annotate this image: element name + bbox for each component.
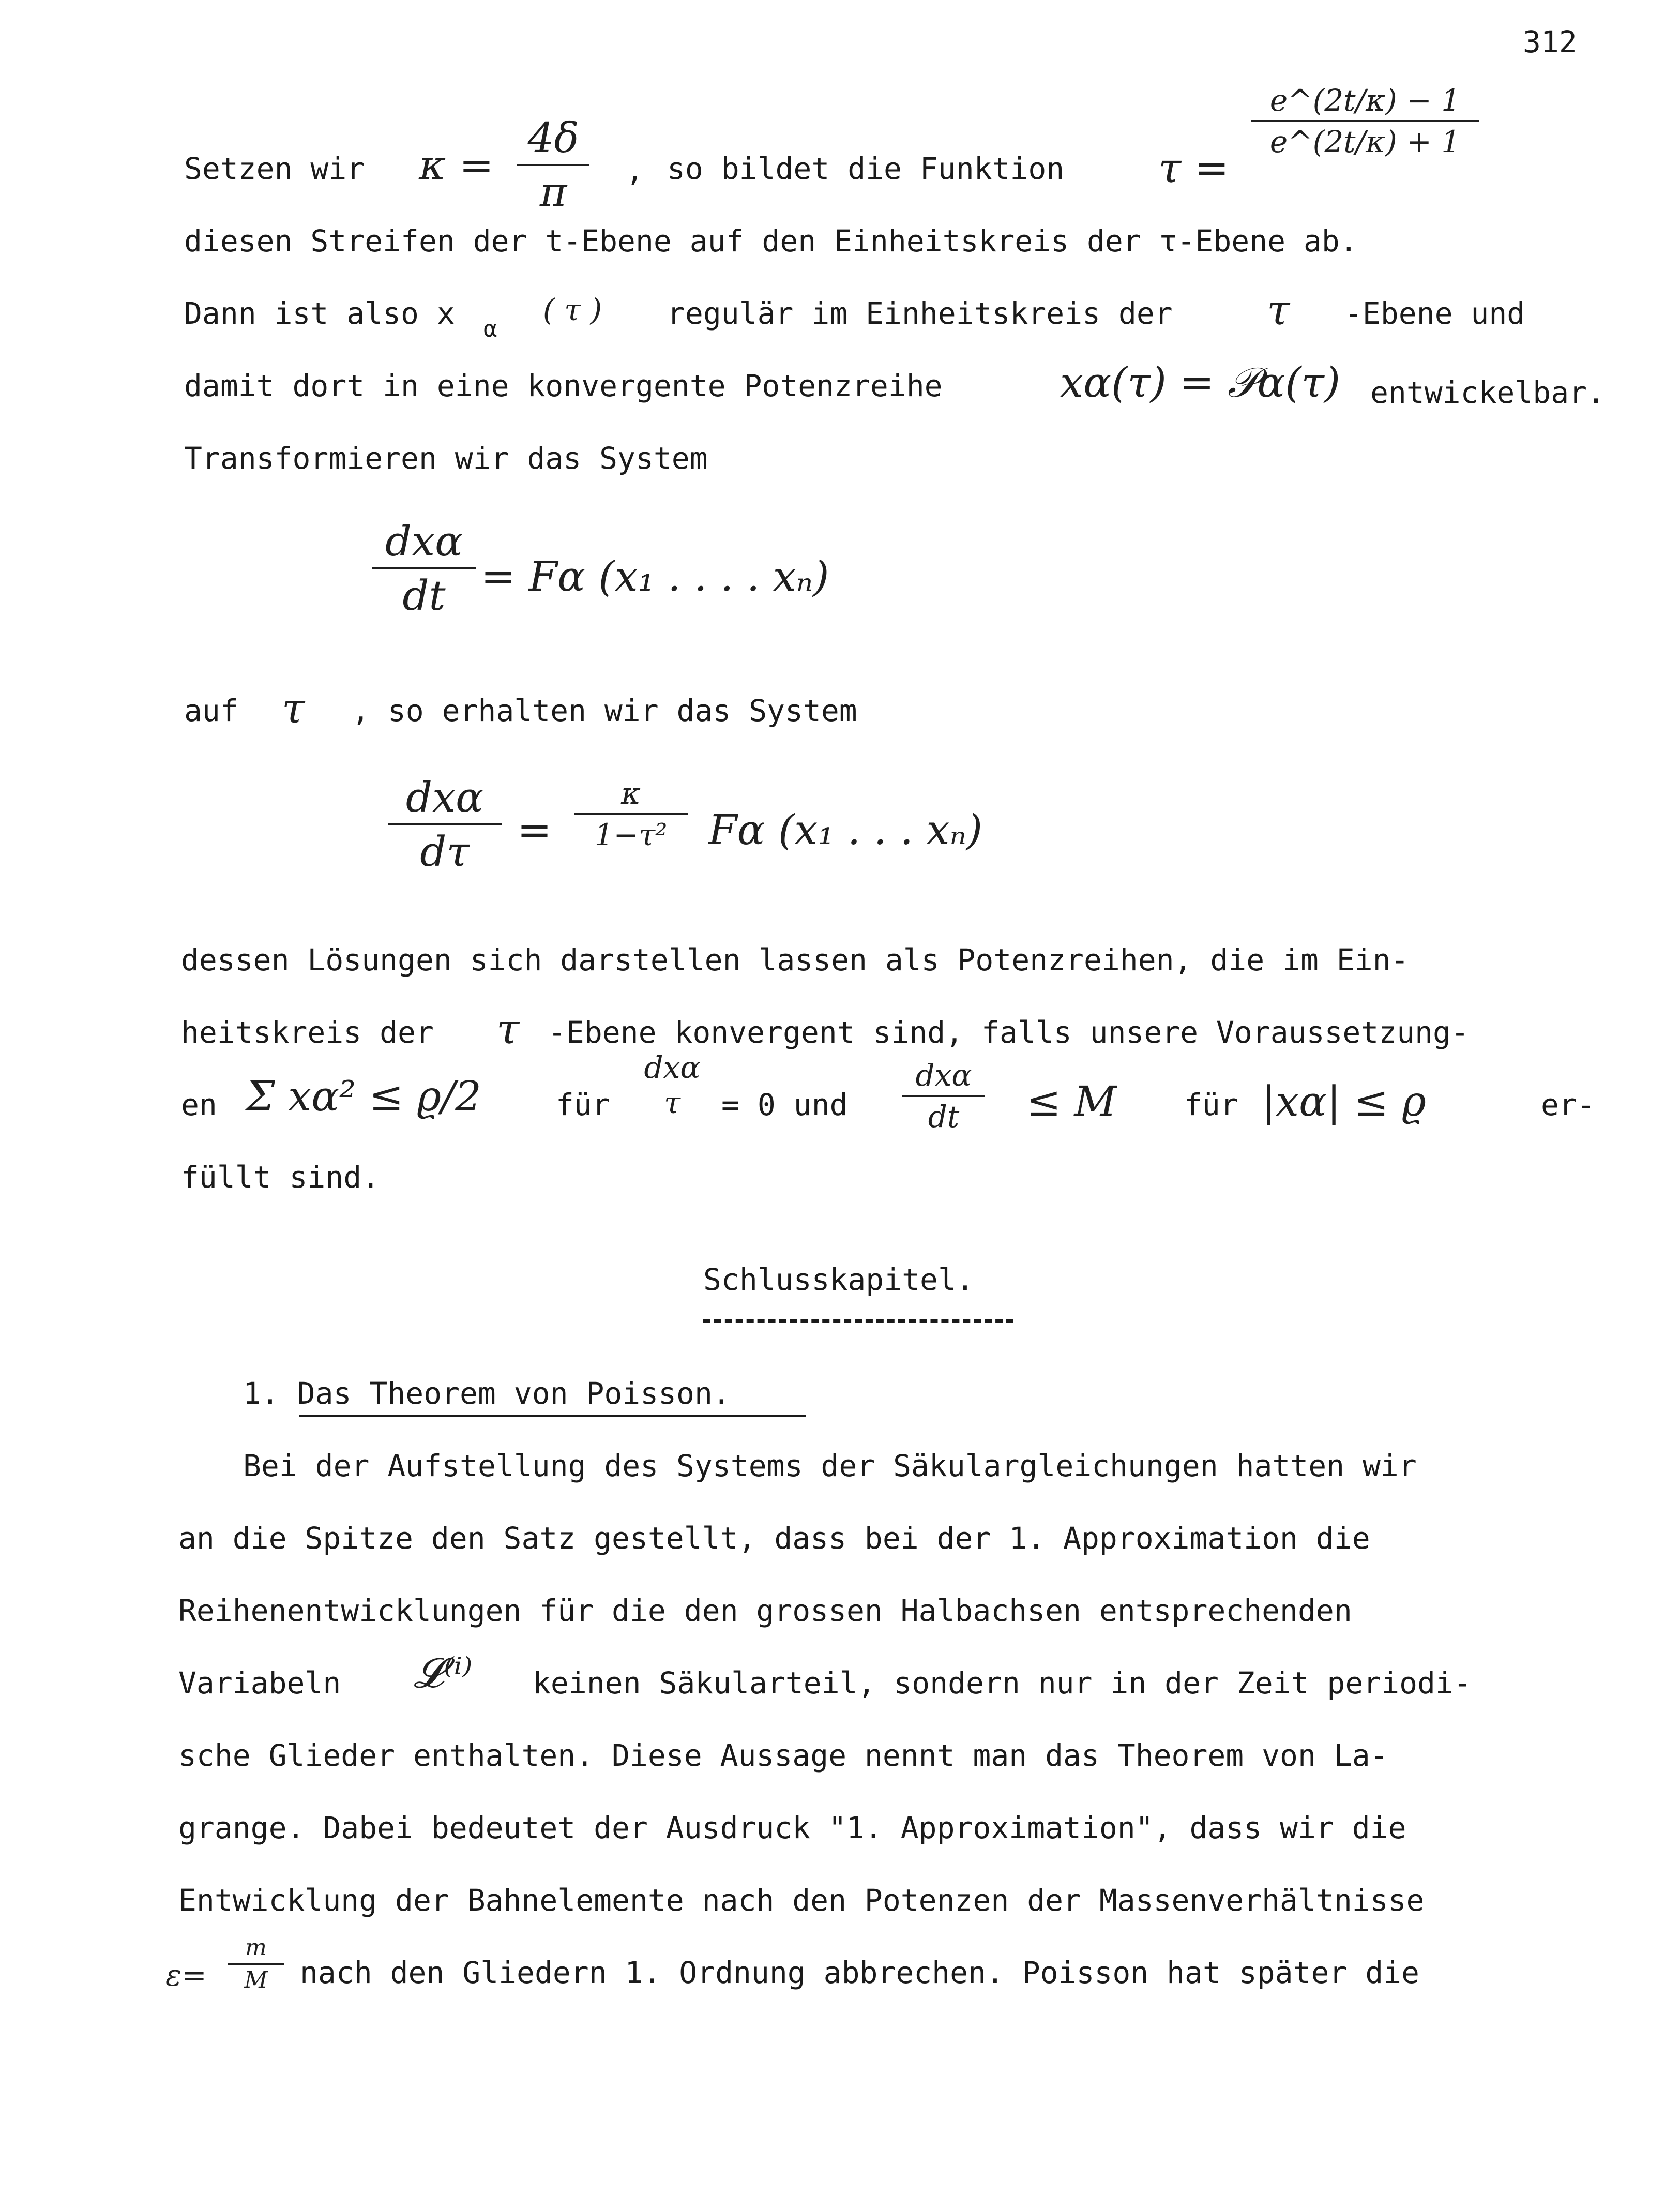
para3-dk-denominator: τ (663, 1085, 681, 1120)
tau-equals: τ = (1158, 144, 1229, 192)
para3-line4: füllt sind. (181, 1160, 380, 1195)
para4-line4-text-a: Variabeln (178, 1665, 341, 1701)
para4-line5: sche Glieder enthalten. Diese Aussage nennt man das Theorem von La- (178, 1738, 1388, 1773)
para4-line3: Reihenentwicklungen für die den grossen Halbachsen entsprechenden (178, 1593, 1352, 1628)
para2-text-b: , so erhalten wir das System (352, 693, 857, 728)
kappa-fraction-denominator: π (539, 168, 567, 216)
para3-dk-numerator: dxα (644, 1050, 701, 1085)
para4-line8-text-b: nach den Gliedern 1. Ordnung abbrechen. Poisson hat später die (300, 1955, 1419, 1990)
para4-mass-ratio (228, 1934, 284, 1993)
para3-line2-text-b: -Ebene konvergent sind, falls unsere Voraussetzung- (548, 1015, 1469, 1050)
equation2-kappa-denominator: 1−τ² (594, 817, 668, 852)
equation1-bar (372, 567, 476, 569)
para4-line6: grange. Dabei bedeutet der Ausdruck "1. Approximation", dass wir die (178, 1810, 1406, 1845)
para3-dx-numerator: dxα (915, 1058, 972, 1093)
chapter-heading: Schlusskapitel. (703, 1262, 974, 1297)
para1-line3-text-b: regulär im Einheitskreis der (667, 296, 1173, 331)
para4-mass-ratio-numerator: m (245, 1934, 267, 1961)
section-title: 1. Das Theorem von Poisson. (243, 1376, 731, 1411)
para1-line1-text-b: so bildet die Funktion (667, 151, 1065, 186)
equation1-numerator: dxα (385, 517, 463, 565)
para3-dx-bar (902, 1095, 985, 1097)
equation2-bar (388, 823, 502, 825)
equation1-fraction (372, 517, 476, 620)
equation2-kappa-fraction (574, 776, 688, 852)
para3-dx-denominator: dt (928, 1099, 960, 1134)
tau-fraction-denominator: e^(2t/κ) + 1 (1269, 124, 1461, 159)
para3-dk-fraction (644, 1050, 701, 1120)
para1-line3-text-c: -Ebene und (1344, 296, 1525, 331)
kappa-fraction (517, 114, 589, 216)
kappa-fraction-bar (517, 164, 589, 166)
para3-dx-fraction (902, 1058, 985, 1134)
para3-line3-en: en (181, 1087, 217, 1122)
para1-line4-expression: xα(τ) = 𝒫α(τ) (1060, 358, 1341, 407)
para4-line7: Entwicklung der Bahnelemente nach den Potenzen der Massenverhältnisse (178, 1883, 1425, 1918)
equation2-equals: = (517, 806, 552, 854)
para3-line3-leq-M: ≤ M (1026, 1077, 1117, 1125)
equation1-denominator: dt (402, 572, 446, 620)
comma-1: , (626, 153, 644, 188)
para2-text-a: auf (184, 693, 238, 728)
equation1-rhs: = Fα (x₁ . . . . xₙ) (481, 552, 829, 600)
para3-line3-er: er- (1541, 1087, 1595, 1122)
kappa-fraction-numerator: 4δ (527, 114, 579, 162)
equation2-numerator: dxα (405, 773, 484, 821)
para3-line3-fur-2: für (1184, 1087, 1238, 1122)
para4-line2: an die Spitze den Satz gestellt, dass bei der 1. Approximation die (178, 1521, 1370, 1556)
para1-line3-tau: τ (1267, 286, 1290, 334)
para3-line3-eq0: = 0 und (721, 1087, 848, 1122)
para3-line3-fur-1: für (556, 1087, 610, 1122)
para4-line1: Bei der Aufstellung des Systems der Säkulargleichungen hatten wir (243, 1448, 1417, 1483)
para1-line1-text-a: Setzen wir (184, 151, 365, 186)
para1-line3-arg: ( τ ) (543, 292, 602, 327)
chapter-heading-underline (703, 1319, 1013, 1323)
equation2-kappa-numerator: κ (620, 776, 641, 811)
para1-line3-subscript: α (483, 316, 497, 342)
equation2-denominator: dτ (420, 828, 470, 876)
para3-line3-sum: Σ xα² ≤ ϱ/2 (246, 1072, 481, 1120)
equation2-kappa-bar (574, 813, 688, 815)
para4-line4-L: 𝓛⁽ⁱ⁾ (414, 1649, 473, 1697)
para1-line4-text-b: entwickelbar. (1370, 375, 1605, 410)
para1-line2: diesen Streifen der t-Ebene auf den Einheitskreis der τ-Ebene ab. (184, 223, 1358, 259)
para4-mass-ratio-bar (228, 1963, 284, 1965)
para3-line1: dessen Lösungen sich darstellen lassen als Potenzreihen, die im Ein- (181, 942, 1409, 978)
equation2-fraction (388, 773, 502, 876)
tau-fraction-bar (1251, 120, 1479, 122)
para1-line4-text-a: damit dort in eine konvergente Potenzreihe (184, 368, 943, 403)
tau-fraction-numerator: e^(2t/κ) − 1 (1269, 83, 1461, 118)
para2-tau: τ (282, 684, 305, 732)
page-number: 312 (1523, 24, 1577, 59)
para4-line4-text-b: keinen Säkularteil, sondern nur in der Zeit periodi- (533, 1665, 1472, 1701)
para3-line3-abs: |xα| ≤ ϱ (1262, 1077, 1426, 1125)
para4-line8-epsilon: ε= (165, 1958, 207, 1993)
para4-mass-ratio-denominator: M (244, 1967, 268, 1993)
para3-line2-text-a: heitskreis der (181, 1015, 434, 1050)
para1-line3-text-a: Dann ist also x (184, 296, 455, 331)
section-title-underline (299, 1415, 806, 1417)
para3-line2-tau: τ (496, 1005, 520, 1053)
equation2-rhs: Fα (x₁ . . . xₙ) (708, 806, 983, 854)
para1-line5: Transformieren wir das System (184, 441, 708, 476)
kappa-equals: κ = (419, 141, 494, 189)
tau-fraction (1251, 83, 1479, 159)
